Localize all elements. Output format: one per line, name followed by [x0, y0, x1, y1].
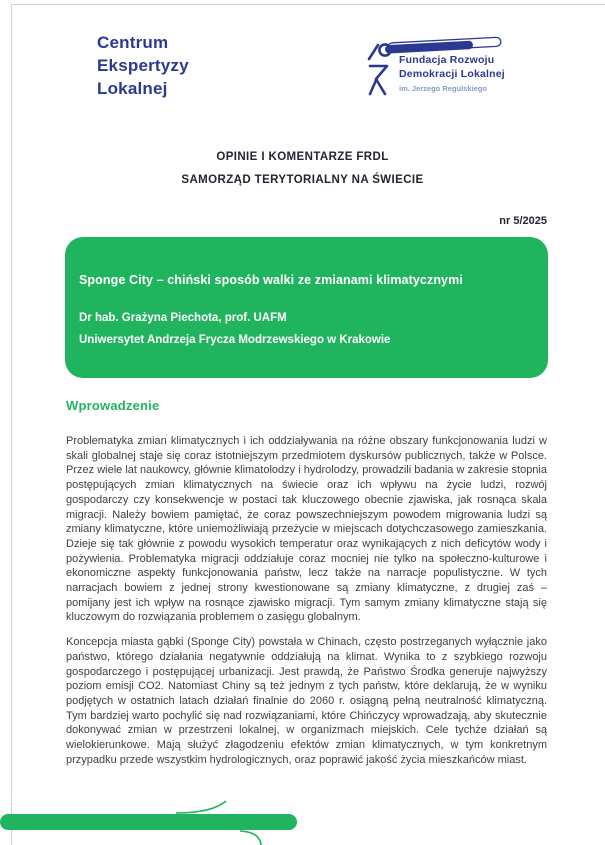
frdl-logo-text	[399, 53, 505, 93]
frdl-logo	[366, 36, 551, 104]
frdl-name-line2: Demokracji Lokalnej	[399, 68, 505, 80]
cel-logo-line: Centrum	[97, 33, 169, 52]
frdl-name-line1: Fundacja Rozwoju	[399, 54, 495, 66]
article-affiliation: Uniwersytet Andrzeja Frycza Modrzewskiego w Krakowie	[79, 334, 391, 346]
cel-logo	[97, 31, 189, 100]
article-paragraph: Problematyka zmian klimatycznych i ich oddziaływania na różne obszary funkcjonowania ludzi w skali globalnej staje się coraz istotniejszym przedmiotem dyskursów publicznych, także w Polsce. Przez wiele lat naukowcy, głównie klimatolodzy i hydrolodzy, prowadzili badania w zakresie stopnia postępujących zmian klimatycznych na świecie oraz ich wpływu na życie ludzi, rozwój gospodarczy czy konsekwencje w postaci tak kluczowego obecnie zjawiska, jak rosnąca skala migracji. Należy bowiem pamiętać, że coraz powszechniejszym powodem migrowania ludzi są zmiany klimatyczne, które uniemożliwiają przeżycie w miejscach dotychczasowego zamieszkania. Dzieje się tak głównie z powodu wysokich temperatur oraz wynikających z nich deficytów wody i pożywienia. Problematyka migracji oddziałuje coraz mocniej nie tylko na społeczno-kulturowe i ekonomiczne aspekty funkcjonowania państw, lecz także na narracje populistyczne. W tych narracjach bowiem z jednej strony kwestionowane są zmiany klimatyczne, z drugiej zaś – pomijany jest ich wpływ na rosnące zjawisko migracji. Tym samym zmiany klimatyczne stają się kluczowym do rozwiązania problemem o zasięgu globalnym.	[66, 435, 547, 624]
cel-logo-line: Lokalnej	[97, 79, 168, 98]
series-subtitle: SAMORZĄD TERYTORIALNY NA ŚWIECIE	[181, 174, 424, 186]
cel-logo-line: Ekspertyzy	[97, 56, 189, 75]
article-body	[66, 434, 547, 767]
article-author: Dr hab. Grażyna Piechota, prof. UAFM	[79, 312, 287, 324]
page-edge-left	[11, 4, 12, 845]
issue-number: nr 5/2025	[499, 215, 547, 227]
title-banner	[65, 237, 548, 378]
series-title: OPINIE I KOMENTARZE FRDL	[216, 151, 389, 163]
article-paragraph: Koncepcja miasta gąbki (Sponge City) powstała w Chinach, często postrzeganych wyłącznie jako państwo, którego działania negatywnie oddziałują na klimat. Wynika to z szybkiego rozwoju gospodarczego i postępującej urbanizacji. Jest prawdą, że Państwo Środka generuje najwyższy poziom emisji CO2. Natomiast Chiny są też jednym z tych państw, które deklarują, że w wyniku podjętych w ostatnich latach działań finalnie do 2060 r. osiągną pełną neutralność klimatyczną. Tym bardziej warto pochylić się nad rozwiązaniami, które Chińczycy wprowadzają, aby skutecznie dokonywać zmian w przestrzeni lokalnej, w organizmach miejskich. Cele tychże działań są wielokierunkowe. Mają służyć złagodzeniu efektów zmian klimatycznych, w tym konkretnym przypadku przede wszystkim hydrologicznych, oraz poprawić jakość życia mieszkańców miast.	[66, 636, 547, 766]
article-title: Sponge City – chiński sposób walki ze zmianami klimatycznymi	[79, 273, 463, 287]
footer-decoration	[0, 799, 330, 845]
page-edge-top	[11, 4, 605, 5]
frdl-subtitle: im. Jerzego Regulskiego	[399, 84, 487, 93]
section-heading: Wprowadzenie	[66, 398, 160, 413]
